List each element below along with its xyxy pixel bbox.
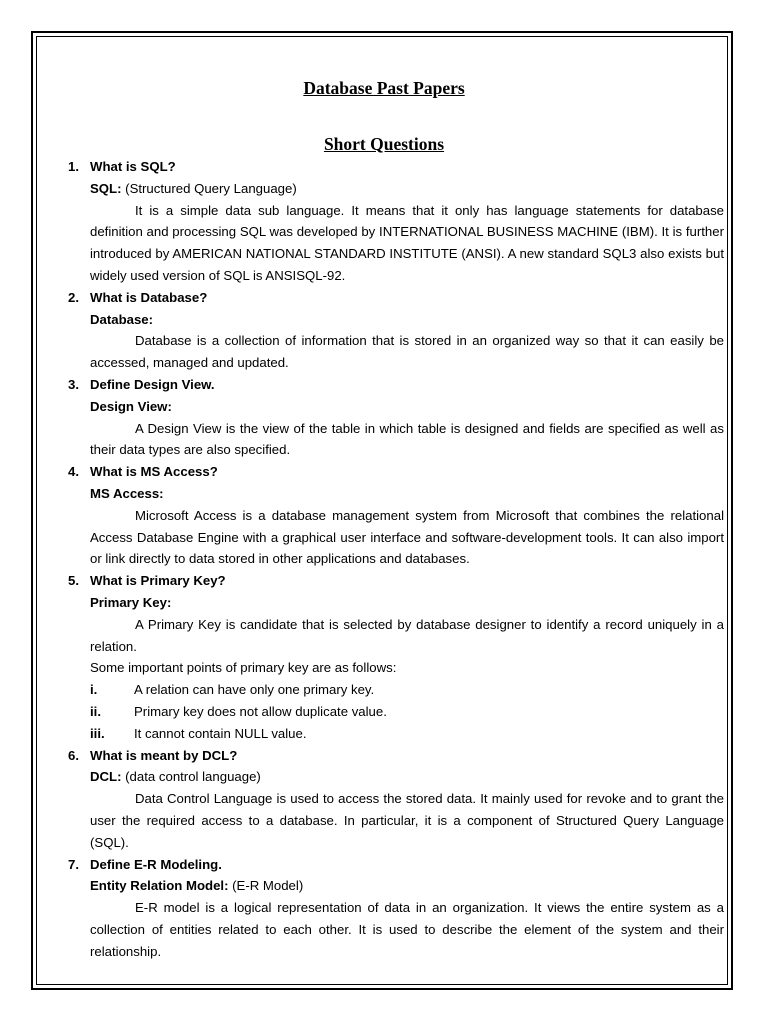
question-text: What is SQL? bbox=[90, 159, 176, 174]
question-item bbox=[68, 287, 724, 374]
answer-label-note: (Structured Query Language) bbox=[121, 180, 297, 196]
answer-label-note: (data control language) bbox=[121, 769, 261, 785]
question-item bbox=[68, 156, 724, 287]
question-item bbox=[68, 461, 724, 570]
question-text: What is Database? bbox=[90, 289, 208, 305]
question-item bbox=[68, 570, 724, 744]
question-text: What is MS Access? bbox=[90, 464, 218, 480]
question-text: What is meant by DCL? bbox=[90, 747, 238, 763]
question-number: 6. bbox=[68, 747, 79, 763]
point-text: A relation can have only one primary key. bbox=[134, 682, 375, 698]
question-number: 3. bbox=[68, 376, 79, 392]
answer-text: Data Control Language is used to access the stored data. It mainly used for revoke and to grant the user the required access to a database. In particular, it is a component of Structured Query Language (SQL). bbox=[90, 791, 724, 850]
question-number: 7. bbox=[68, 856, 79, 872]
point-text: Primary key does not allow duplicate value. bbox=[134, 703, 387, 719]
roman-numeral: i. bbox=[90, 682, 98, 698]
question-number: 1. bbox=[68, 159, 79, 174]
question-text: Define Design View. bbox=[90, 376, 215, 392]
point-text: It cannot contain NULL value. bbox=[134, 725, 307, 741]
question-item bbox=[68, 745, 724, 854]
answer-text: A Design View is the view of the table in which table is designed and fields are specified as well as their data types are also specified. bbox=[90, 420, 724, 458]
section-title: Short Questions bbox=[323, 134, 445, 154]
answer-text: Database is a collection of information that is stored in an organized way so that it can easily be accessed, managed and updated. bbox=[90, 333, 724, 371]
answer-label: SQL: bbox=[90, 180, 122, 196]
answer-text: It is a simple data sub language. It means that it only has language statements for database definition and processing SQL was developed by INTERNATIONAL BUSINESS MACHINE (IBM). It is further introduced by AMERICAN NATIONAL STANDARD INSTITUTE (ANSI). A new standard SQL3 also exists but widely used version of SQL is ANSISQL-92. bbox=[90, 202, 724, 283]
question-text: Define E-R Modeling. bbox=[90, 856, 222, 872]
answer-label: Database: bbox=[90, 311, 154, 327]
answer-label: Primary Key: bbox=[90, 594, 172, 610]
list-item bbox=[68, 679, 724, 701]
answer-text: E-R model is a logical representation of data in an organization. It views the entire system as a collection of entities related to each other. It is used to describe the element of the system and their relationship. bbox=[90, 900, 724, 959]
question-number: 4. bbox=[68, 464, 79, 480]
answer-label: Entity Relation Model: bbox=[90, 878, 229, 894]
document-title: Database Past Papers bbox=[303, 78, 465, 98]
roman-numeral: iii. bbox=[90, 725, 105, 741]
answer-label: Design View: bbox=[90, 398, 172, 414]
question-item bbox=[68, 854, 724, 963]
answer-label-note: (E-R Model) bbox=[228, 878, 304, 894]
answer-label: DCL: bbox=[90, 769, 122, 785]
list-item bbox=[68, 701, 724, 723]
question-number: 5. bbox=[68, 573, 79, 589]
points-intro: Some important points of primary key are as follows: bbox=[90, 660, 397, 676]
list-item bbox=[68, 723, 724, 745]
question-number: 2. bbox=[68, 289, 79, 305]
question-item bbox=[68, 374, 724, 461]
answer-text: Microsoft Access is a database management system from Microsoft that combines the relational Access Database Engine with a graphical user interface and software-development tools. It can also import or link directly to data stored in other applications and databases. bbox=[90, 507, 724, 567]
roman-numeral: ii. bbox=[90, 703, 101, 719]
answer-label: MS Access: bbox=[90, 485, 164, 501]
question-list bbox=[68, 156, 724, 962]
question-text: What is Primary Key? bbox=[90, 573, 226, 589]
answer-text: A Primary Key is candidate that is selected by database designer to identify a record uniquely in a relation. bbox=[90, 616, 724, 654]
